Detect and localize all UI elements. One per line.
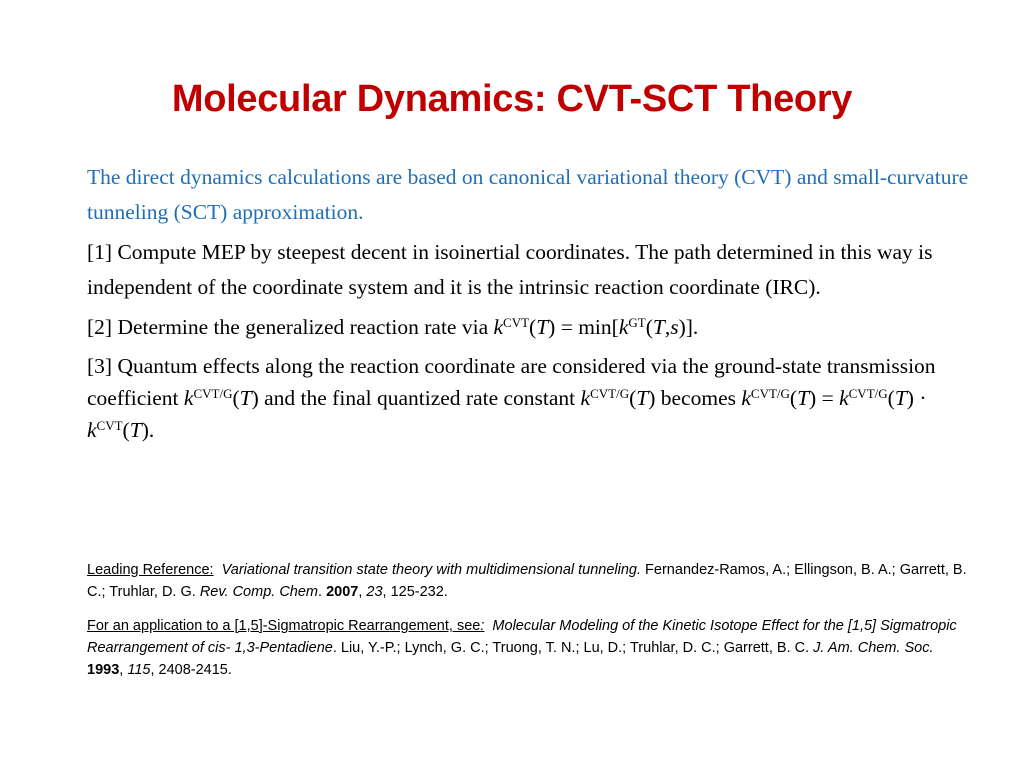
slide-title: Molecular Dynamics: CVT-SCT Theory (171, 78, 853, 120)
dot-operator: ) · (906, 386, 927, 410)
intro-paragraph: The direct dynamics calculations are based on canonical variational theory (CVT) and small-curvature tunneling (SCT) approximation. (87, 165, 969, 224)
punct: . (318, 584, 327, 600)
step-2-text: [2] Determine the generalized reaction rate via (87, 315, 494, 339)
cvtg-superscript: CVT/G (848, 385, 888, 401)
reference-colon: : (480, 618, 485, 634)
k-symbol: k (87, 418, 97, 442)
paren: ( (122, 418, 130, 442)
becomes-text: becomes (655, 386, 742, 410)
cvt-superscript: CVT (96, 417, 123, 433)
closing: )]. (678, 315, 699, 339)
reference-journal: J. Am. Chem. Soc. (813, 640, 934, 656)
k-symbol: k (183, 386, 194, 410)
paren: ) (648, 386, 656, 410)
reference-year: 1993 (87, 662, 120, 678)
application-reference (87, 615, 972, 681)
cvt-superscript: CVT (503, 314, 530, 330)
paren: ( (789, 386, 798, 410)
paren: ( (529, 315, 537, 339)
t-symbol: T (636, 386, 649, 410)
punct: , (119, 662, 128, 678)
t-symbol: T (129, 418, 142, 442)
cvtg-superscript: CVT/G (193, 385, 233, 401)
k-symbol: k (839, 386, 849, 410)
equals: ) = (809, 386, 840, 410)
step-3-mid-text: ) and the final quantized rate constant (251, 386, 581, 410)
t-symbol: T (239, 386, 252, 410)
comma: , (664, 315, 671, 339)
punct: , (358, 584, 367, 600)
reference-journal: Rev. Comp. Chem (199, 584, 318, 600)
paren: ( (645, 315, 653, 339)
t-symbol: T (536, 315, 549, 339)
step-2-paragraph (87, 310, 972, 345)
leading-reference (87, 559, 972, 603)
reference-volume: 23 (366, 584, 383, 600)
t-symbol: T (652, 315, 665, 339)
reference-volume: 115 (127, 662, 151, 678)
step-1-paragraph: [1] Compute MEP by steepest decent in isoinertial coordinates. The path determined in this way is independent of the coordinate system and it is the intrinsic reaction coordinate (IRC). (87, 240, 933, 299)
references (87, 559, 972, 693)
k-symbol: k (580, 386, 591, 410)
reference-pages: , 125-232. (382, 584, 448, 600)
equals-min: ) = min[ (548, 315, 619, 339)
paren: ( (887, 386, 895, 410)
step-3-text: [3] Quantum effects along the reaction coordinate are considered via the ground-state transmission coefficient (87, 354, 936, 410)
k-symbol: k (493, 315, 504, 339)
gt-superscript: GT (628, 314, 646, 330)
reference-title: Molecular Modeling of the Kinetic Isotope Effect for the [1,5] Sigmatropic Rearrangement of cis- 1,3-Pentadiene (87, 618, 957, 656)
paren: ( (232, 386, 240, 410)
reference-label: Leading Reference: (87, 562, 214, 578)
reference-title: Variational transition state theory with multidimensional tunneling. (221, 562, 642, 578)
t-symbol: T (797, 386, 810, 410)
reference-pages: , 2408-2415. (150, 662, 232, 678)
closing: ). (141, 418, 155, 442)
content-body (87, 160, 972, 451)
s-symbol: s (670, 315, 679, 339)
reference-authors: . Liu, Y.-P.; Lynch, G. C.; Truong, T. N.; Lu, D.; Truhlar, D. C.; Garrett, B. C. (332, 640, 814, 656)
k-symbol: k (618, 315, 629, 339)
t-symbol: T (894, 386, 907, 410)
paren: ( (629, 386, 637, 410)
cvtg-superscript: CVT/G (590, 385, 630, 401)
reference-year: 2007 (326, 584, 359, 600)
step-3-paragraph (87, 350, 972, 446)
cvtg-superscript: CVT/G (750, 385, 790, 401)
k-symbol: k (741, 386, 751, 410)
reference-authors: Fernandez-Ramos, A.; Ellingson, B. A.; Garrett, B. C.; Truhlar, D. G. (87, 562, 967, 600)
reference-label: For an application to a [1,5]-Sigmatropic Rearrangement, see (87, 618, 481, 634)
